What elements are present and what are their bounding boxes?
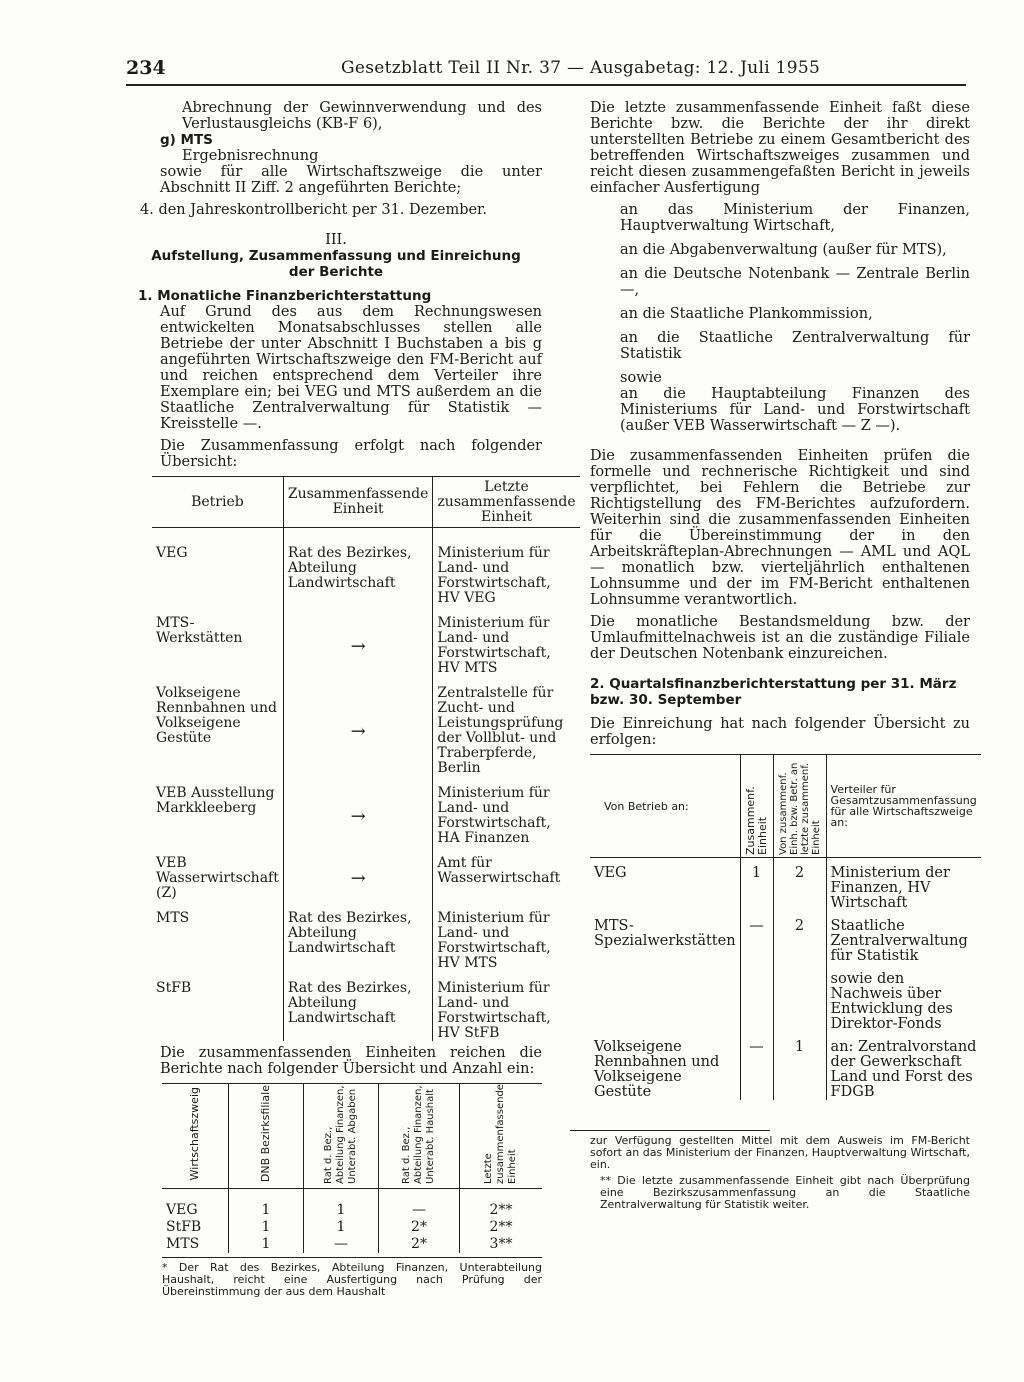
table-row xyxy=(152,606,580,676)
table-cell: Volkseigene Rennbahnen und Volkseigene Gestüte xyxy=(156,685,277,746)
recipient-item: an die Abgabenverwaltung (außer für MTS), xyxy=(620,242,947,258)
table-cell: MTS-Spezialwerkstätten xyxy=(594,918,736,949)
recipient-list xyxy=(590,202,970,362)
recipient-item: an die Deutsche Notenbank — Zentrale Berlin —, xyxy=(620,266,970,298)
table-cell: VEB Wasserwirtschaft (Z) xyxy=(156,855,279,901)
table-cell: 2* xyxy=(379,1236,460,1253)
table-cell: Volkseigene Rennbahnen und Volkseigene Gestüte xyxy=(594,1039,720,1100)
table-cell: VEG xyxy=(156,545,188,561)
table-row xyxy=(152,846,580,901)
table-row xyxy=(152,676,580,776)
footnote-2: ** Die letzte zusammenfassende Einheit gibt nach Überprüfung eine Bezirkszusammenfassung an die Staatliche Zentralverwaltung für Statistik weiter. xyxy=(600,1174,970,1211)
table-header: Rat d. Bez., Abteilung Finanzen, Unterabt. Haushalt xyxy=(401,1085,436,1184)
arrow-icon: → xyxy=(283,776,433,846)
table-cell: 1 xyxy=(740,858,773,912)
table-header: Zusammenf. Einheit xyxy=(743,786,769,855)
table-row xyxy=(152,776,580,846)
table-cell: VEG xyxy=(594,865,627,881)
header-rule xyxy=(126,84,966,86)
table-cell: VEB Ausstellung Markkleeberg xyxy=(156,785,275,816)
table-header: Rat d. Bez., Abteilung Finanzen, Unterabt. Abgaben xyxy=(323,1085,358,1184)
item-4: 4. den Jahreskontrollbericht per 31. Dezember. xyxy=(140,202,488,218)
table-cell: Ministerium für Land- und Forstwirtschaft, HV MTS xyxy=(433,901,580,971)
table-body xyxy=(590,858,981,1101)
table-cell: Ministerium für Land- und Forstwirtschaft, HA Finanzen xyxy=(433,776,580,846)
table-cell xyxy=(740,964,773,1032)
recipient-item: an die Hauptabteilung Finanzen des Ministeriums für Land- und Forstwirtschaft (außer VEB Wasserwirtschaft — Z —). xyxy=(620,386,970,434)
table-cell: 2* xyxy=(379,1219,460,1236)
table-header: Verteiler für Gesamtzusammenfassung für alle Wirtschaftszweige an: xyxy=(826,755,981,858)
table-cell: 1 xyxy=(229,1236,304,1253)
table-row xyxy=(162,1236,542,1253)
table-header: DNB Bezirksfiliale xyxy=(259,1085,272,1183)
table-cell: MTS-Werkstätten xyxy=(156,615,243,646)
table-header: Betrieb xyxy=(152,477,283,528)
table-cell: sowie den Nachweis über Entwicklung des Direktor-Fonds xyxy=(826,964,981,1032)
table-summary xyxy=(152,476,580,1041)
table-cell: 2 xyxy=(773,858,826,912)
table-cell: MTS xyxy=(166,1236,200,1252)
table-body xyxy=(152,528,580,1042)
table-distribution xyxy=(590,754,981,1100)
table-cell: 2 xyxy=(773,911,826,964)
paragraph: Die zusammenfassenden Einheiten reichen die Berichte nach folgender Übersicht und Anzahl ein: xyxy=(160,1045,542,1077)
table-row xyxy=(590,1032,981,1100)
table-row xyxy=(590,858,981,912)
arrow-icon: → xyxy=(283,676,433,776)
table-cell: Amt für Wasserwirtschaft xyxy=(433,846,580,901)
table-header: Von Betrieb an: xyxy=(590,755,740,858)
table-cell: 2** xyxy=(460,1189,543,1220)
table-cell: MTS xyxy=(156,910,190,926)
table-header: Von zusammenf. Einh. bzw. Betr. an letzte zusammenf. Einheit xyxy=(777,762,822,855)
table-header: Zusammenfassende Einheit xyxy=(283,477,433,528)
paragraph: Die Einreichung hat nach folgender Übersicht zu erfolgen: xyxy=(590,716,970,748)
footnote-continuation: zur Verfügung gestellten Mittel mit dem Ausweis im FM-Bericht sofort an das Ministerium der Finanzen, Hauptverwaltung Wirtschaft, ein. xyxy=(590,1134,970,1171)
recipient-item: an das Ministerium der Finanzen, Hauptverwaltung Wirtschaft, xyxy=(620,202,970,234)
table-cell xyxy=(773,964,826,1032)
table-cell: 1 xyxy=(304,1219,379,1236)
item-g-text: Ergebnisrechnung xyxy=(182,148,319,164)
sowie-text: sowie xyxy=(620,370,662,386)
table-cell: StFB xyxy=(166,1219,202,1235)
table-row xyxy=(162,1219,542,1236)
table-cell: 3** xyxy=(460,1236,543,1253)
paragraph: Die Zusammenfassung erfolgt nach folgender Übersicht: xyxy=(160,438,542,470)
table-cell: 1 xyxy=(229,1189,304,1220)
table-row xyxy=(590,911,981,964)
table-cell: VEG xyxy=(166,1202,198,1218)
table-cell: Rat des Bezirkes, Abteilung Landwirtschaft xyxy=(283,971,433,1041)
table-row xyxy=(152,971,580,1041)
table-cell: 2** xyxy=(460,1219,543,1236)
table-row xyxy=(590,964,981,1032)
paragraph: Auf Grund des aus dem Rechnungswesen entwickelten Monatsabschlusses stellen alle Betriebe der unter Abschnitt I Buchstaben a bis g angeführten Wirtschaftszweige den FM-Bericht auf und reichen entsprechend dem Verteiler ihre Exemplare ein; bei VEG und MTS außerdem an die Staatliche Zentralverwaltung für Statistik — Kreisstelle —. xyxy=(160,304,542,432)
page-header xyxy=(126,58,968,82)
paragraph: sowie für alle Wirtschaftszweige die unter Abschnitt II Ziff. 2 angeführten Berichte; xyxy=(160,164,542,196)
paragraph: Die zusammenfassenden Einheiten prüfen die formelle und rechnerische Richtigkeit und sind verpflichtet, bei Fehlern die Betriebe zur Richtigstellung des FM-Berichtes aufzufordern. Weiterhin sind die zusammenfassenden Einheiten für die Übereinstimmung der in den Arbeitskräfteplan-Abrechnungen — AML und AQL — monatlich bzw. vierteljährlich enthaltenen Lohnsumme und der im FM-Bericht enthaltenen Lohnsumme verantwortlich. xyxy=(590,448,970,608)
page-number: 234 xyxy=(126,57,166,79)
table-row xyxy=(162,1189,542,1220)
table-cell xyxy=(590,964,740,1032)
table-row xyxy=(152,528,580,607)
table-cell: Ministerium der Finanzen, HV Wirtschaft xyxy=(826,858,981,912)
footnote-1: * Der Rat des Bezirkes, Abteilung Finanzen, Unterabteilung Haushalt, reicht eine Ausfertigung nach Prüfung der Übereinstimmung der aus dem Haushalt xyxy=(162,1261,542,1298)
table-cell: StFB xyxy=(156,980,192,996)
table-counts xyxy=(162,1083,542,1253)
table-cell: Staatliche Zentralverwaltung für Statistik xyxy=(826,911,981,964)
arrow-icon: → xyxy=(283,846,433,901)
table-cell: Rat des Bezirkes, Abteilung Landwirtschaft xyxy=(283,528,433,607)
table-cell: — xyxy=(379,1189,460,1220)
paragraph: Die monatliche Bestandsmeldung bzw. der Umlaufmittelnachweis ist an die zuständige Filiale der Deutschen Notenbank einzureichen. xyxy=(590,614,970,662)
table-cell: — xyxy=(304,1236,379,1253)
arrow-icon: → xyxy=(283,606,433,676)
table-cell: Rat des Bezirkes, Abteilung Landwirtschaft xyxy=(283,901,433,971)
recipient-item: an die Staatliche Zentralverwaltung für Statistik xyxy=(620,330,970,362)
section-title: Aufstellung, Zusammenfassung und Einreichung der Berichte xyxy=(151,248,521,280)
table-header: Letzte zusammenfassende Einheit xyxy=(433,477,580,528)
table-body xyxy=(162,1189,542,1254)
table-cell: — xyxy=(740,911,773,964)
subsection-title: 2. Quartalsfinanzberichterstattung per 31. März bzw. 30. September xyxy=(590,676,957,708)
left-column xyxy=(130,100,576,1298)
table-header: Wirtschaftszweig xyxy=(188,1087,201,1181)
paragraph: Die letzte zusammenfassende Einheit faßt diese Berichte bzw. die Berichte der ihr direkt unterstellten Betriebe zu einem Gesamtbericht des betreffenden Wirtschaftszweiges zusammen und reicht diesen zusammengefaßten Bericht in jeweils einfacher Ausfertigung xyxy=(590,100,970,196)
table-cell: Zentralstelle für Zucht- und Leistungsprüfung der Vollblut- und Traberpferde, Berlin xyxy=(433,676,580,776)
table-cell: 1 xyxy=(304,1189,379,1220)
paragraph: Abrechnung der Gewinnverwendung und des Verlustausgleichs (KB-F 6), xyxy=(182,100,542,132)
table-cell: Ministerium für Land- und Forstwirtschaft, HV MTS xyxy=(433,606,580,676)
subsection-title: 1. Monatliche Finanzberichterstattung xyxy=(138,288,432,304)
header-title: Gesetzblatt Teil II Nr. 37 — Ausgabetag: 12. Juli 1955 xyxy=(341,58,821,78)
table-cell: — xyxy=(740,1032,773,1100)
table-header: Letzte zusammenfassende Einheit xyxy=(483,1084,518,1184)
table-cell: 1 xyxy=(773,1032,826,1100)
table-cell: an: Zentralvorstand der Gewerkschaft Land und Forst des FDGB xyxy=(826,1032,981,1100)
table-cell: 1 xyxy=(229,1219,304,1236)
section-number: III. xyxy=(325,232,347,248)
table-cell: Ministerium für Land- und Forstwirtschaft, HV VEG xyxy=(433,528,580,607)
recipient-item: an die Staatliche Plankommission, xyxy=(620,306,873,322)
table-row xyxy=(152,901,580,971)
table-cell: Ministerium für Land- und Forstwirtschaft, HV StFB xyxy=(433,971,580,1041)
right-column xyxy=(590,100,977,1211)
item-g-label: g) MTS xyxy=(160,132,213,148)
